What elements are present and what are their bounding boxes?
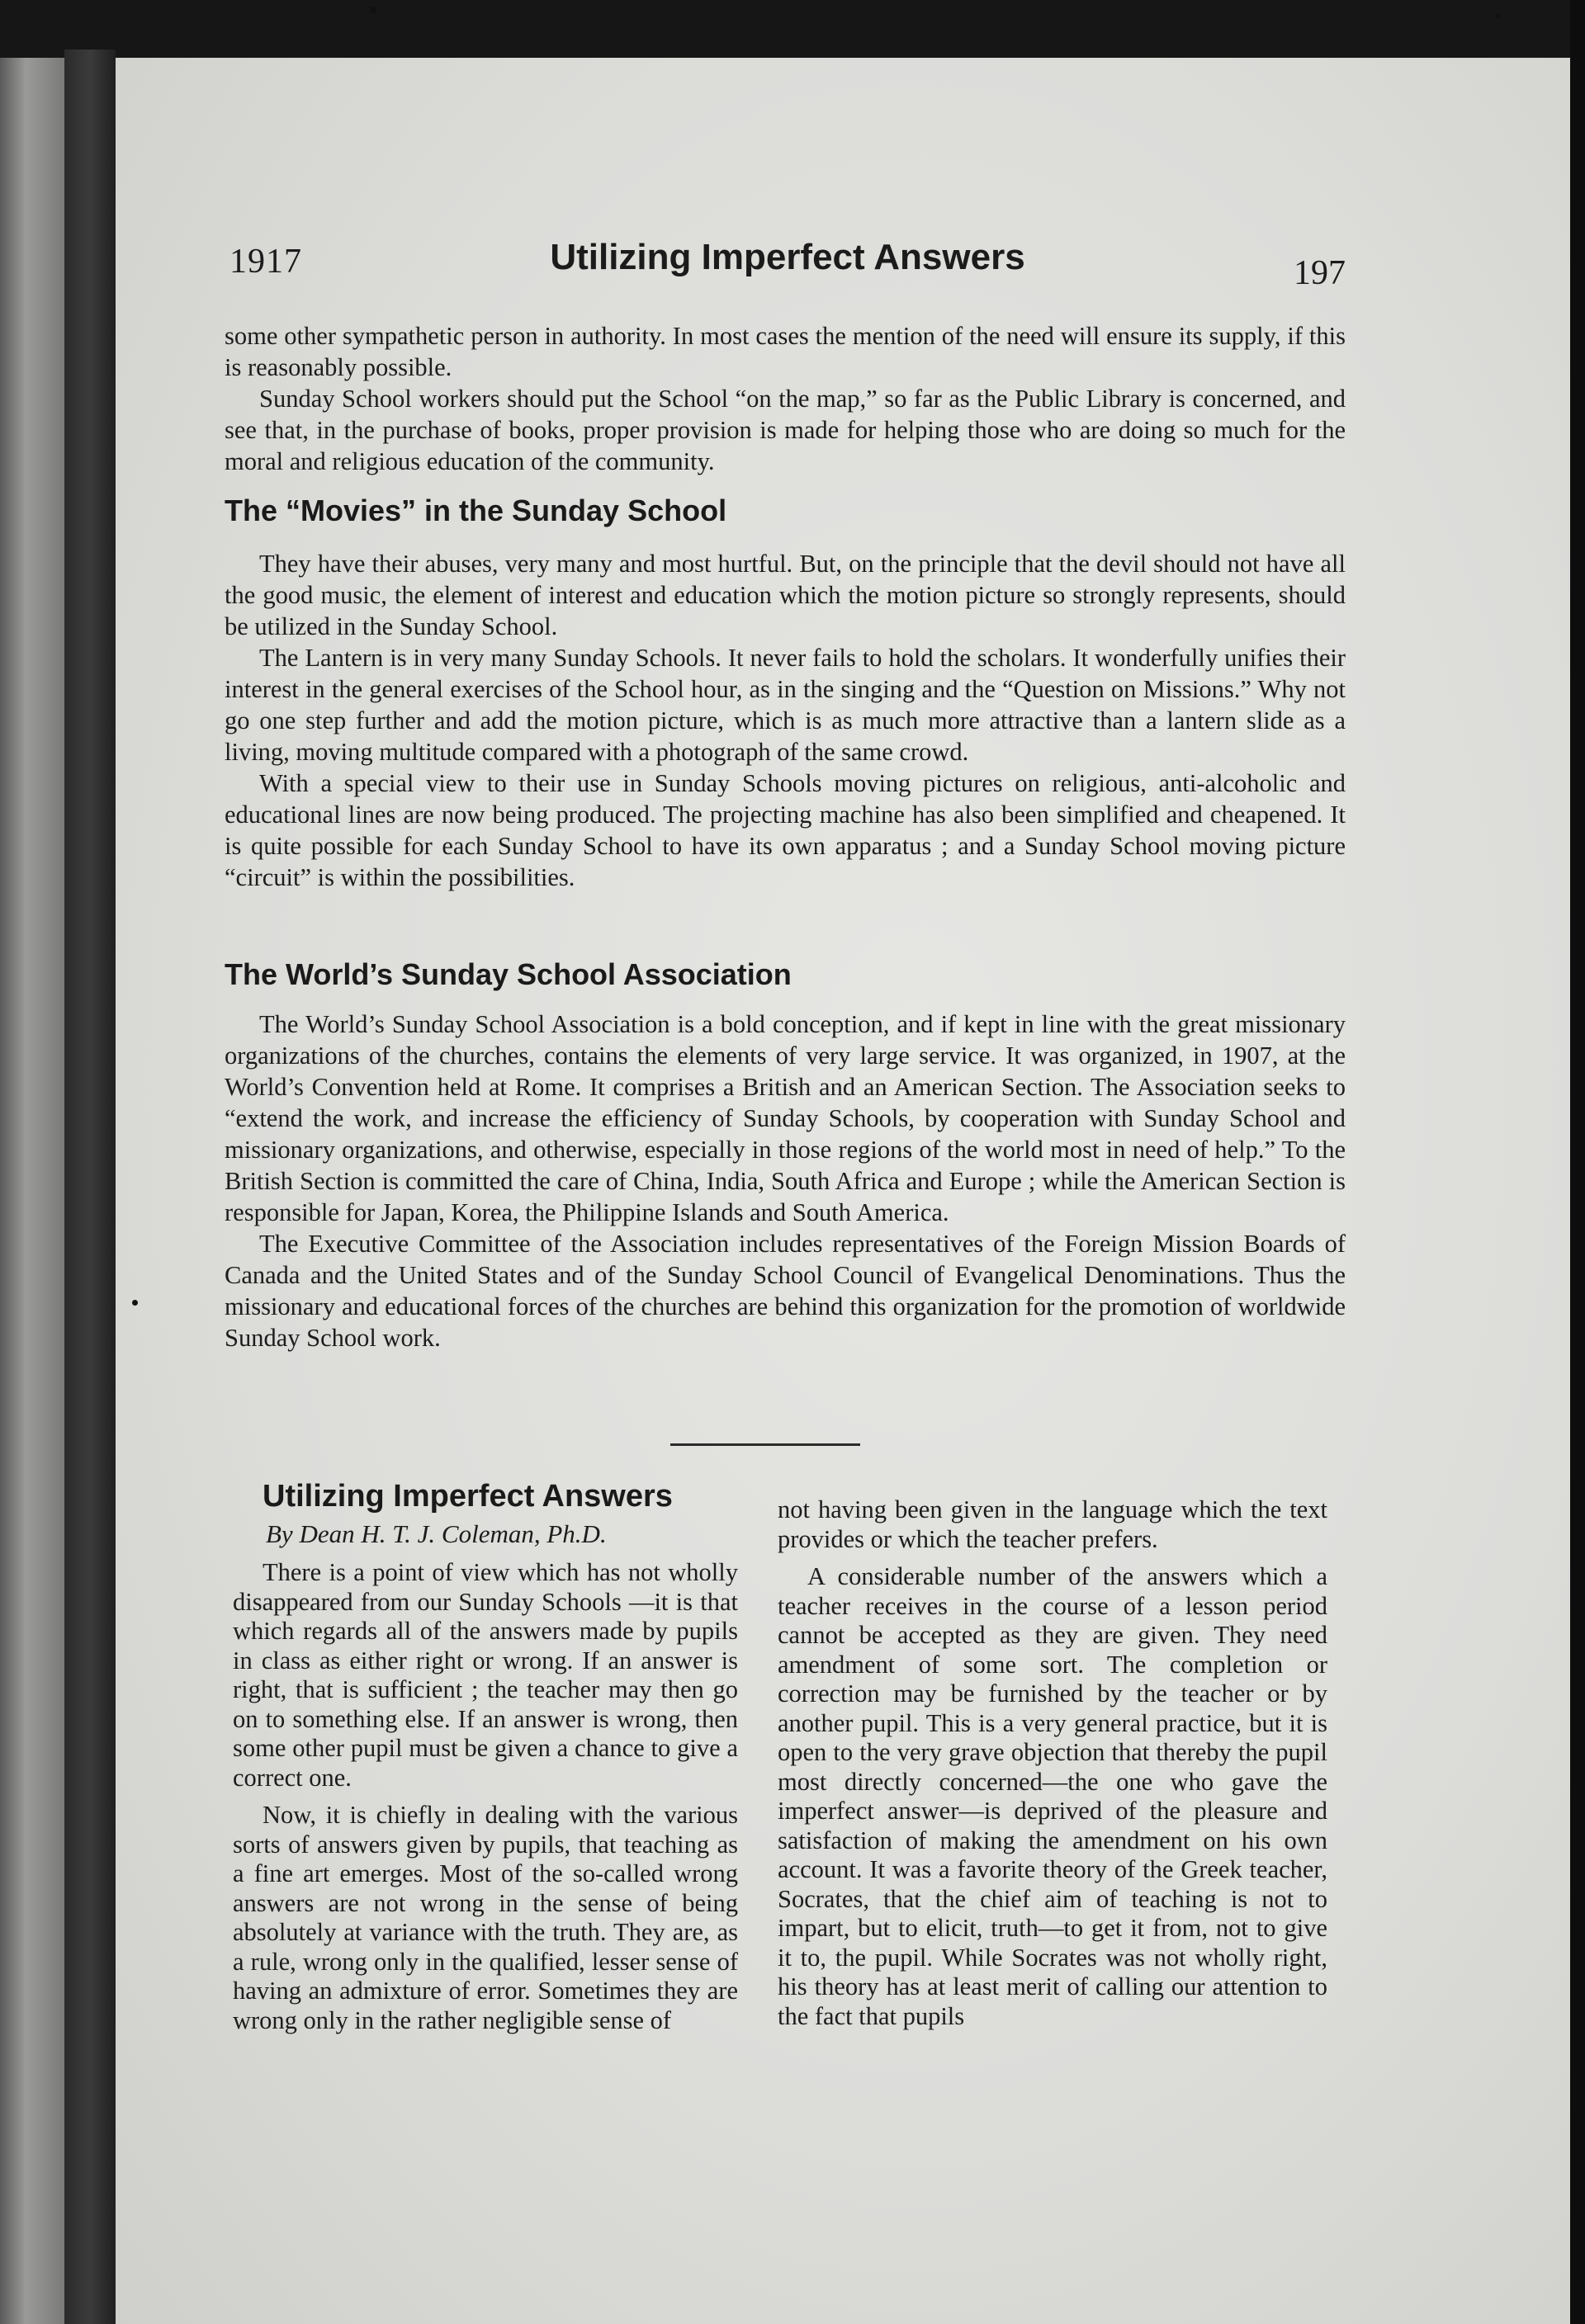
page-number: 197 (1294, 254, 1346, 292)
column-paragraph: A considerable number of the answers which a teacher receives in the course of a lesson period cannot be accepted as they are given. They need amendment of some sort. The completion or correction may be furnished by the teacher or by another pupil. This is a very general practice, but it is open to the very grave objection that thereby the pupil most directly concerned—the one who gave the imperfect answer—is deprived of the pleasure and satisfaction of making the amendment on his own account. It was a favorite theory of the Greek teacher, Socrates, that the chief aim of teaching is not to impart, but to elicit, truth—to get it from, not to give it to, the pupil. While Socrates was not wholly right, his theory has at least merit of calling our attention to the fact that pupils (778, 1562, 1327, 2030)
dust-speck (1496, 13, 1501, 18)
dust-speck (132, 1300, 138, 1306)
article-left-column (233, 1558, 738, 2035)
column-paragraph: There is a point of view which has not wholly disappeared from our Sunday Schools —it is that which regards all of the answers made by pupils in class as either right or wrong. If an answer is right, that is sufficient ; the teacher may then go on to something else. If an answer is wrong, then some other pupil must be given a chance to give a correct one. (233, 1558, 738, 1792)
running-head-title: Utilizing Imperfect Answers (550, 237, 1025, 277)
section-heading-association: The World’s Sunday School Association (225, 957, 792, 991)
article-title: Utilizing Imperfect Answers (263, 1479, 673, 1514)
body-paragraph: The Lantern is in very many Sunday Schools. It never fails to hold the scholars. It wonderfully unifies their interest in the general exercises of the School hour, as in the singing and the “Question on Missions.” Why not go one step further and add the motion picture, which is as much more attractive than a lantern slide as a living, moving multitude compared with a photograph of the same crowd. (225, 644, 1346, 766)
body-paragraph: The World’s Sunday School Association is a bold conception, and if kept in line with the great missionary organizations of the churches, contains the elements of very large service. It was organized, in 1907, at the World’s Convention held at Rome. It comprises a British and an American Section. The Association seeks to “extend the work, and increase the efficiency of Sunday Schools, by cooperation with Sunday School and missionary organizations, and otherwise, especially in those regions of the world most in need of help.” To the British Section is committed the care of China, India, South Africa and Europe ; while the American Section is responsible for Japan, Korea, the Philippine Islands and South America. (225, 1010, 1346, 1226)
body-paragraph: With a special view to their use in Sunday Schools moving pictures on religious, anti-alcoholic and educational lines are now being produced. The projecting machine has also been simplified and cheapened. It is quite possible for each Sunday School to have its own apparatus ; and a Sunday School moving picture “circuit” is within the possibilities. (225, 769, 1346, 891)
intro-block (225, 320, 1346, 477)
intro-paragraph: some other sympathetic person in authority. In most cases the mention of the need will ensure its supply, if this is reasonably possible. (225, 322, 1346, 381)
previous-page-edge (0, 58, 64, 2324)
column-paragraph: not having been given in the language which the text provides or which the teacher prefers. (778, 1495, 1327, 1553)
section-divider (670, 1443, 860, 1446)
book-spine (64, 50, 116, 2324)
running-head-year: 1917 (229, 243, 302, 281)
running-head (229, 235, 1346, 292)
dust-speck (370, 7, 376, 13)
article-right-column (778, 1495, 1327, 2031)
movies-section-body (225, 548, 1346, 893)
section-heading-movies: The “Movies” in the Sunday School (225, 494, 727, 527)
article-byline: By Dean H. T. J. Coleman, Ph.D. (266, 1519, 607, 1548)
body-paragraph: The Executive Committee of the Association includes representatives of the Foreign Mission Boards of Canada and the United States and of the Sunday School Council of Evangelical Denominations. Thus the missionary and educational forces of the churches are behind this organization for the promotion of worldwide Sunday School work. (225, 1230, 1346, 1352)
column-paragraph: Now, it is chiefly in dealing with the various sorts of answers given by pupils, that teaching as a fine art emerges. Most of the so-called wrong answers are not wrong in the sense of being absolutely at variance with the truth. They are, as a rule, wrong only in the qualified, lesser sense of having an admixture of error. Sometimes they are wrong only in the rather negligible sense of (233, 1801, 738, 2034)
association-section-body (225, 1008, 1346, 1353)
body-paragraph: They have their abuses, very many and most hurtful. But, on the principle that the devil should not have all the good music, the element of interest and education which the motion picture so strongly represents, should be utilized in the Sunday School. (225, 550, 1346, 640)
page-right-edge (1570, 0, 1585, 2324)
intro-paragraph: Sunday School workers should put the School “on the map,” so far as the Public Library is concerned, and see that, in the purchase of books, proper provision is made for helping those who are doing so much for the moral and religious education of the community. (225, 385, 1346, 475)
